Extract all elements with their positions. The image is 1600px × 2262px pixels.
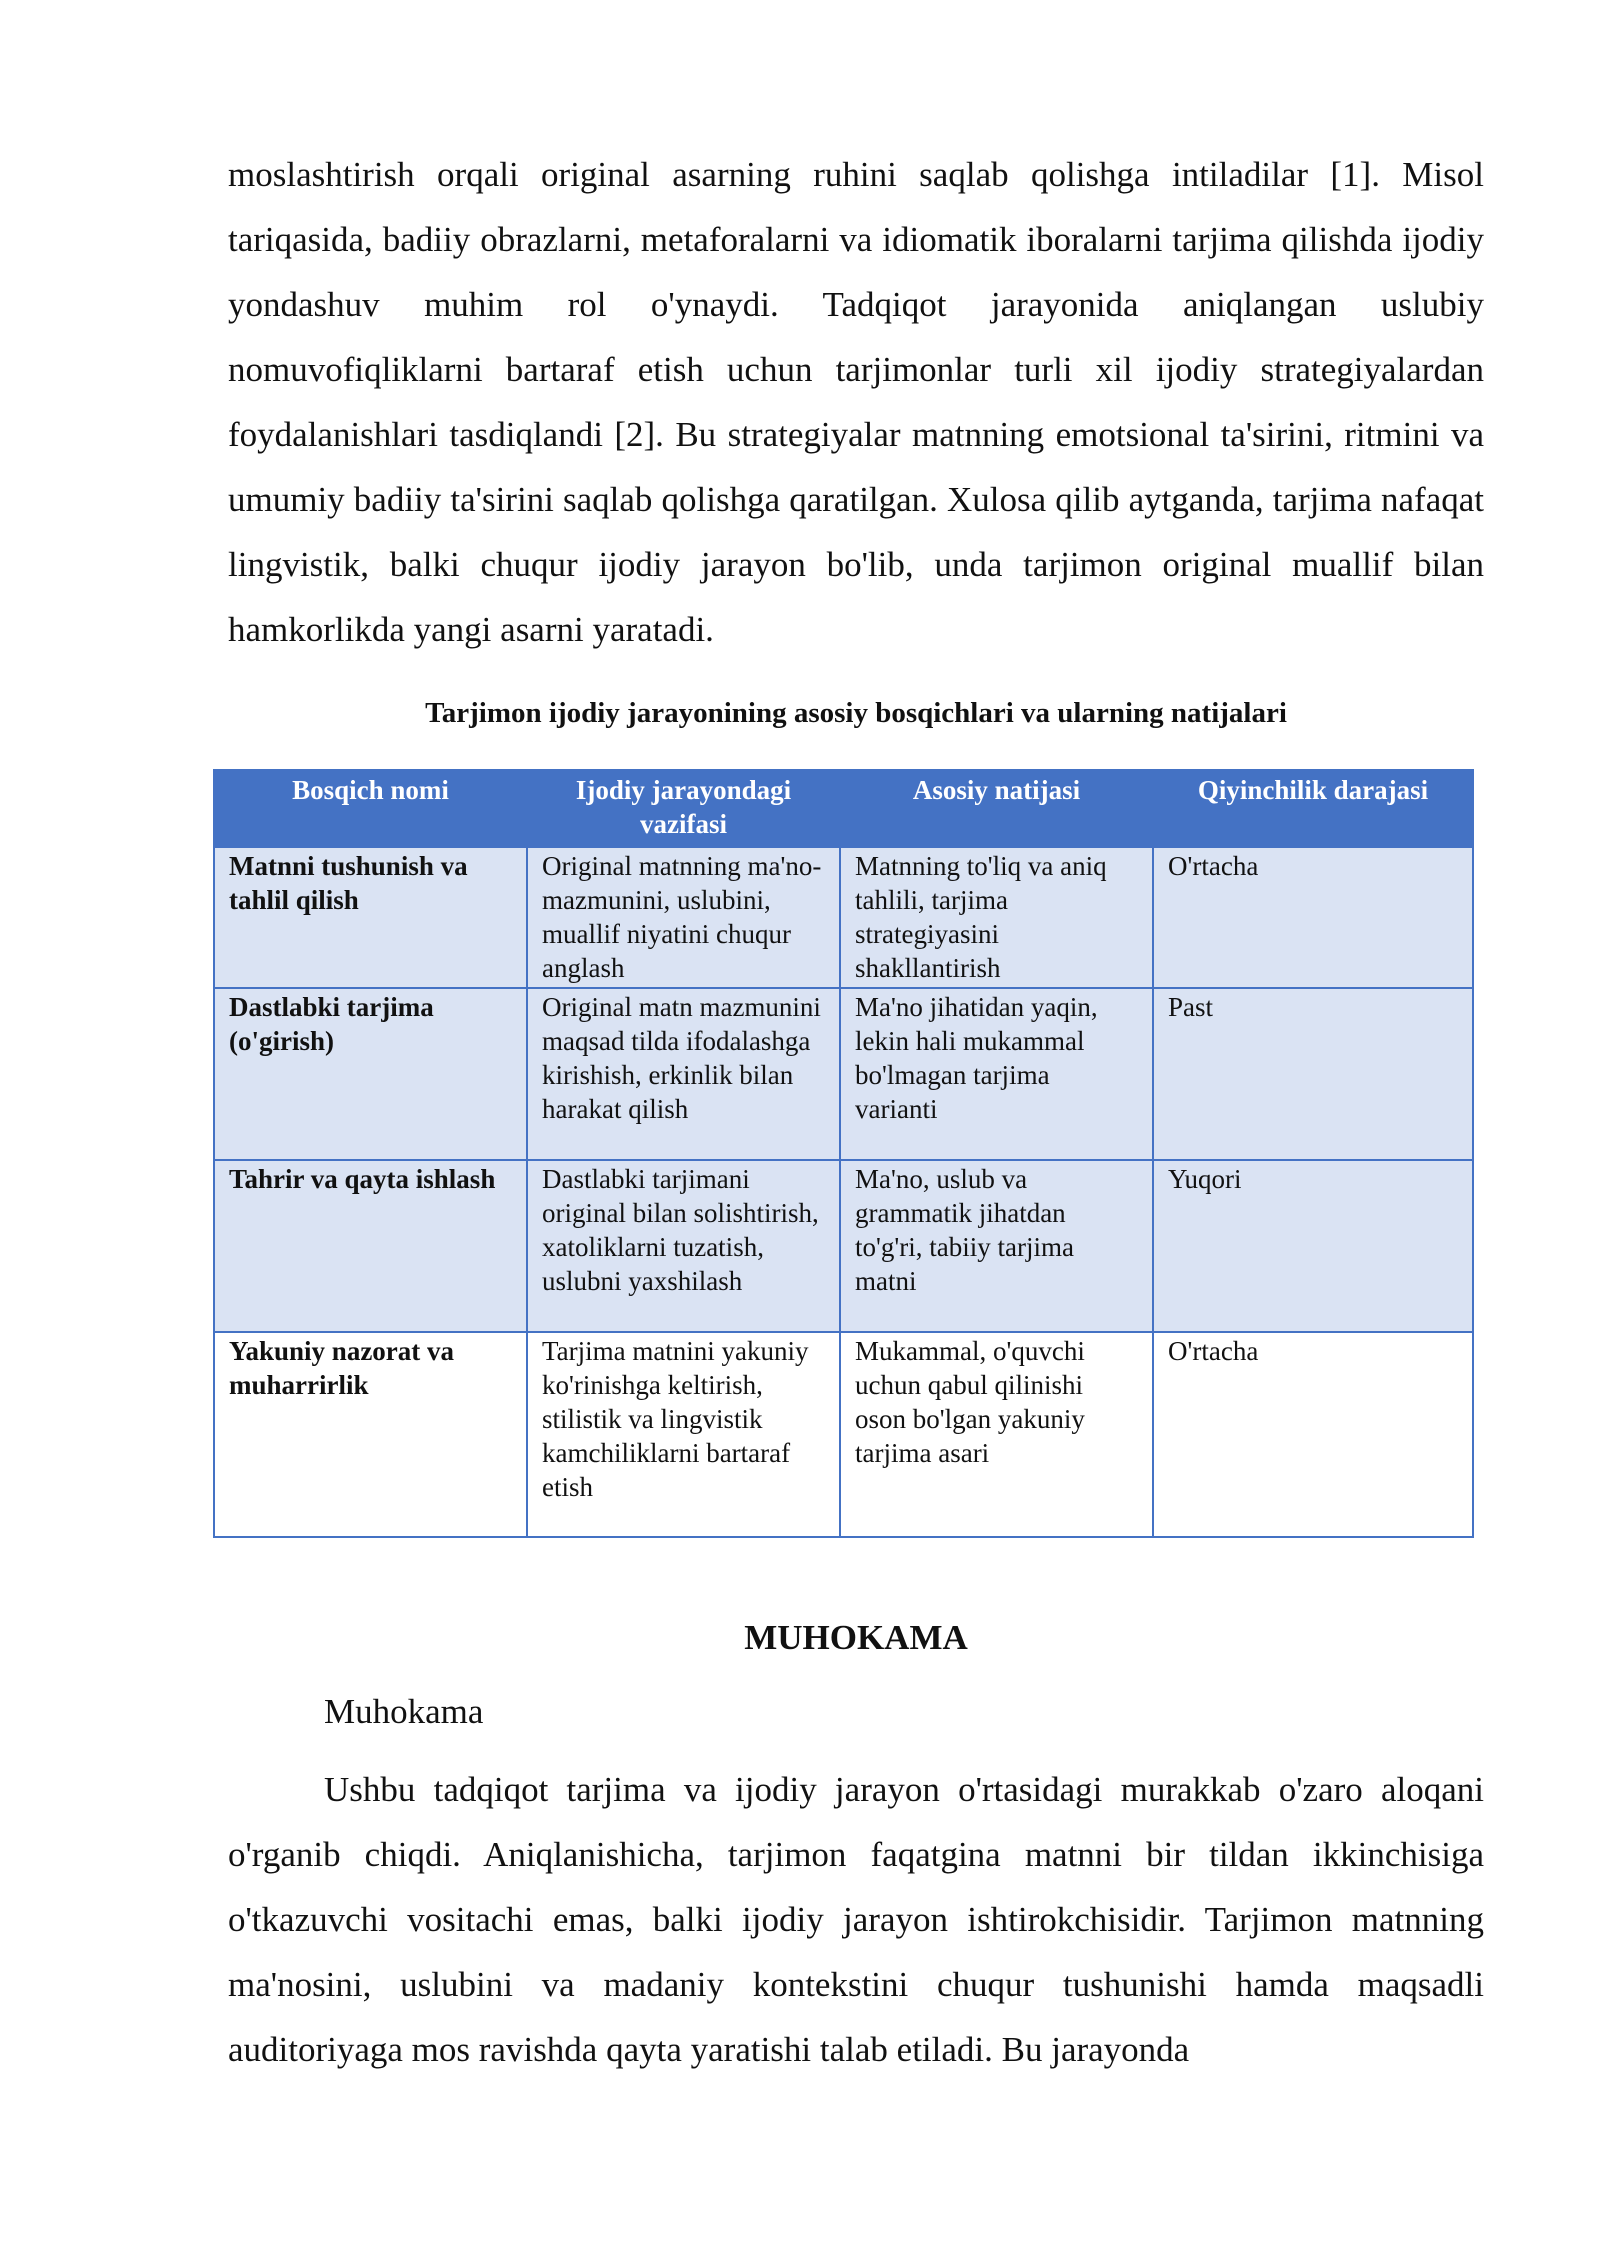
table-row — [214, 1332, 1473, 1537]
stage-name-cell: Dastlabki tarjima (o'girish) — [214, 988, 527, 1160]
stages-table — [213, 769, 1474, 1538]
stage-name-cell: Tahrir va qayta ishlash — [214, 1160, 527, 1332]
table-row — [214, 988, 1473, 1160]
result-cell: Mukammal, o'quvchi uchun qabul qilinishi oson bo'lgan yakuniy tarjima asari — [840, 1332, 1153, 1537]
task-cell: Dastlabki tarjimani original bilan solishtirish, xatoliklarni tuzatish, uslubni yaxshilash — [527, 1160, 840, 1332]
discussion-paragraph: Ushbu tadqiqot tarjima va ijodiy jarayon o'rtasidagi murakkab o'zaro aloqani o'rganib chiqdi. Aniqlanishicha, tarjimon faqatgina matnni bir tildan ikkinchisiga o'tkazuvchi vositachi emas, balki ijodiy jarayon ishtirokchisidir. Tarjimon matnning ma'nosini, uslubini va madaniy kontekstini chuqur tushunishi hamda maqsadli auditoriyaga mos ravishda qayta yaratishi talab etiladi. Bu jarayonda — [228, 1770, 1484, 2069]
table-row — [214, 847, 1473, 988]
header-main-result: Asosiy natijasi — [840, 770, 1153, 847]
stage-name-cell: Yakuniy nazorat va muharrirlik — [214, 1332, 527, 1537]
task-cell: Tarjima matnini yakuniy ko'rinishga keltirish, stilistik va lingvistik kamchiliklarni bartaraf etish — [527, 1332, 840, 1537]
table-header-row — [214, 770, 1473, 847]
header-creative-task: Ijodiy jarayondagi vazifasi — [527, 770, 840, 847]
result-cell: Ma'no, uslub va grammatik jihatdan to'g'ri, tabiiy tarjima matni — [840, 1160, 1153, 1332]
stage-name-cell: Matnni tushunish va tahlil qilish — [214, 847, 527, 988]
difficulty-cell: O'rtacha — [1153, 1332, 1473, 1537]
header-difficulty: Qiyinchilik darajasi — [1153, 770, 1473, 847]
header-stage-name: Bosqich nomi — [214, 770, 527, 847]
section-heading: MUHOKAMA — [744, 1618, 968, 1657]
difficulty-cell: Past — [1153, 988, 1473, 1160]
result-cell: Matnning to'liq va aniq tahlili, tarjima strategiyasini shakllantirish — [840, 847, 1153, 988]
difficulty-cell: Yuqori — [1153, 1160, 1473, 1332]
intro-paragraph: moslashtirish orqali original asarning ruhini saqlab qolishga intiladilar [1]. Misol tariqasida, badiiy obrazlarni, metaforalarni va idiomatik iboralarni tarjima qilishda ijodiy yondashuv muhim rol o'ynaydi. Tadqiqot jarayonida aniqlangan uslubiy nomuvofiqliklarni bartaraf etish uchun tarjimonlar turli xil ijodiy strategiyalardan foydalanishlari tasdiqlandi [2]. Bu strategiyalar matnning emotsional ta'sirini, ritmini va umumiy badiiy ta'sirini saqlab qolishga qaratilgan. Xulosa qilib aytganda, tarjima nafaqat lingvistik, balki chuqur ijodiy jarayon bo'lib, unda tarjimon original muallif bilan hamkorlikda yangi asarni yaratadi. — [228, 155, 1484, 649]
result-cell: Ma'no jihatidan yaqin, lekin hali mukammal bo'lmagan tarjima varianti — [840, 988, 1153, 1160]
difficulty-cell: O'rtacha — [1153, 847, 1473, 988]
task-cell: Original matn mazmunini maqsad tilda ifodalashga kirishish, erkinlik bilan harakat qilish — [527, 988, 840, 1160]
task-cell: Original matnning ma'no-mazmunini, uslubini, muallif niyatini chuqur anglash — [527, 847, 840, 988]
table-row — [214, 1160, 1473, 1332]
table-caption: Tarjimon ijodiy jarayonining asosiy bosqichlari va ularning natijalari — [425, 697, 1287, 729]
section-subheading: Muhokama — [324, 1692, 484, 1731]
